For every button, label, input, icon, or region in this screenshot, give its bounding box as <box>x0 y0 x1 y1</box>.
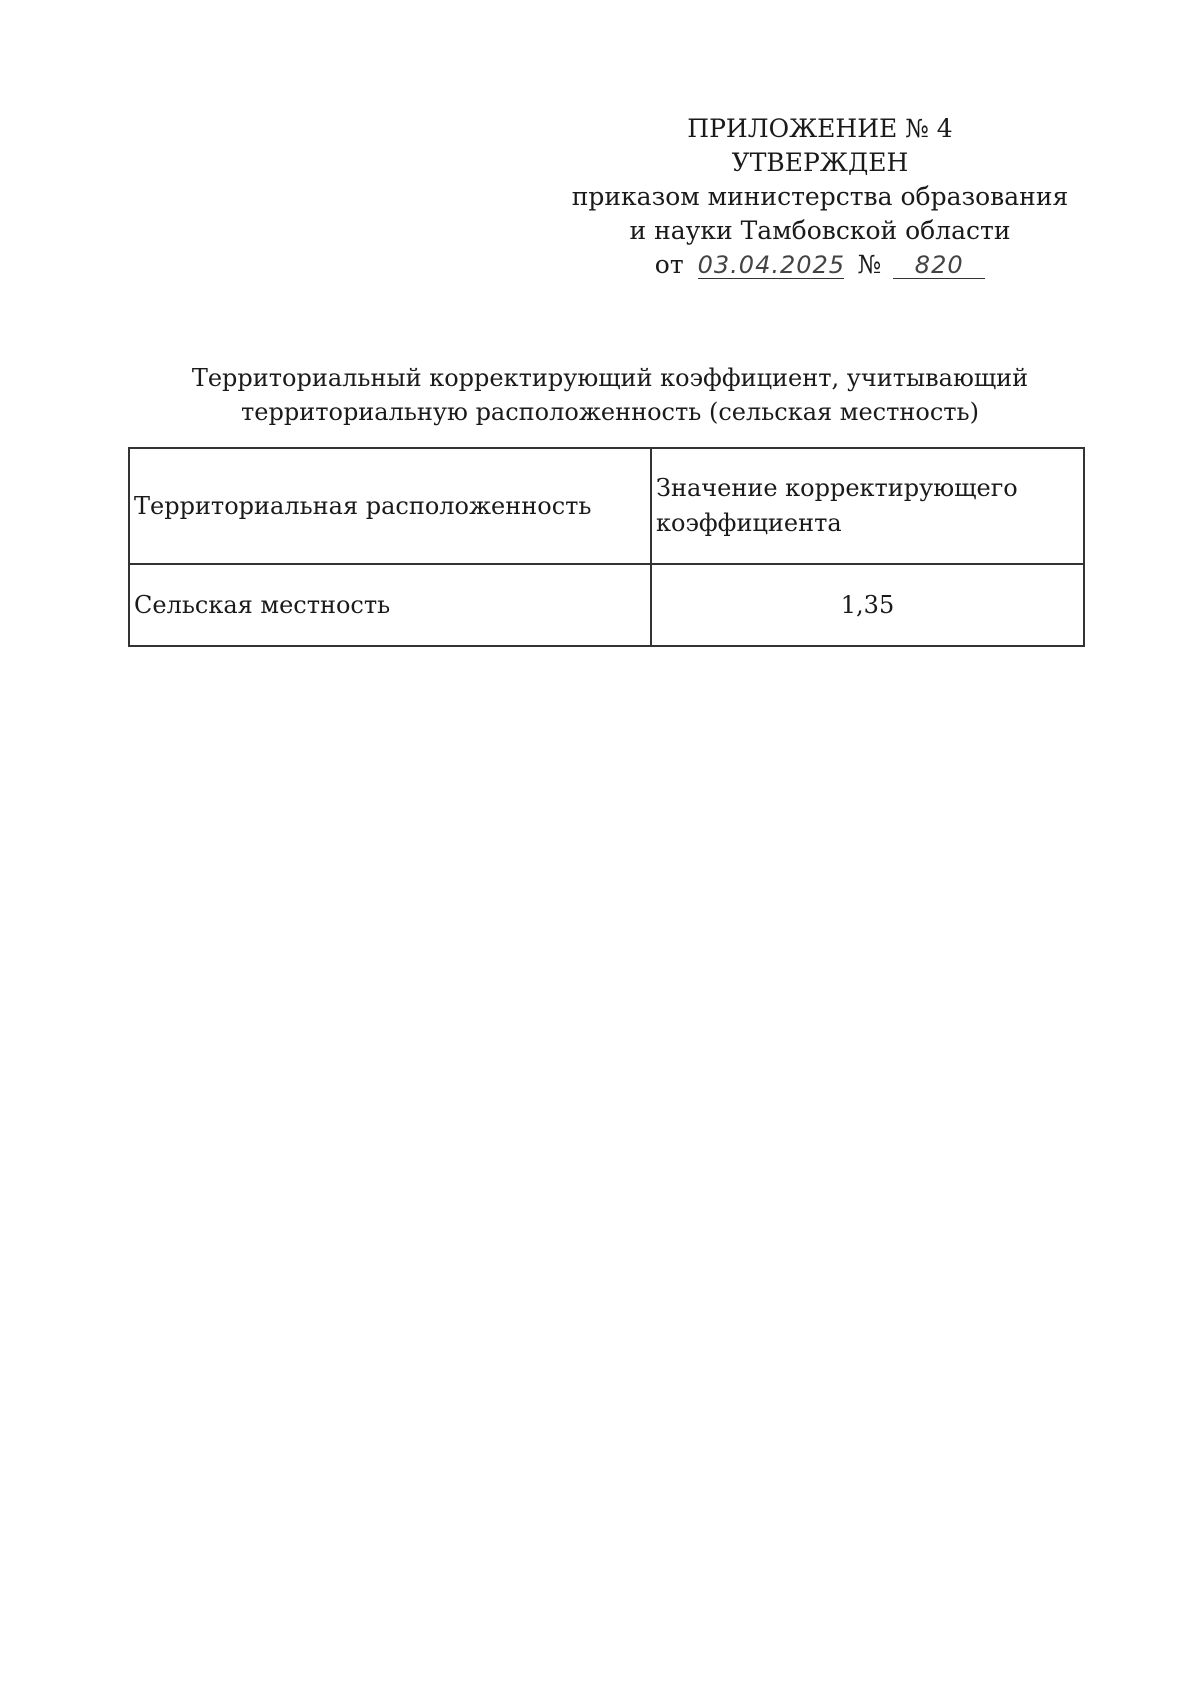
handwritten-number: 820 <box>893 252 985 279</box>
handwritten-date: 03.04.2025 <box>697 251 846 279</box>
document-title <box>120 361 1100 429</box>
approved-label: УТВЕРЖДЕН <box>731 148 909 177</box>
table-cell-value: 1,35 <box>651 564 1084 646</box>
table-row <box>129 564 1084 646</box>
number-prefix: № <box>857 250 882 279</box>
date-prefix: от <box>654 250 684 279</box>
order-line-1: приказом министерства образования <box>571 182 1069 211</box>
table-header-row <box>129 448 1084 564</box>
table-header-cell: Территориальная расположенность <box>129 448 651 564</box>
document-title-line-1: Территориальный корректирующий коэффициент, учитывающий <box>191 364 1029 392</box>
document-title-line-2: территориальную расположенность (сельская местность) <box>241 398 979 426</box>
coefficient-table <box>128 447 1085 647</box>
appendix-header <box>560 112 1080 282</box>
table-header-cell: Значение корректирующего коэффициента <box>651 448 1084 564</box>
table-cell-territory: Сельская местность <box>129 564 651 646</box>
approval-line <box>560 248 1080 282</box>
appendix-title: ПРИЛОЖЕНИЕ № 4 <box>687 114 953 143</box>
order-line-2: и науки Тамбовской области <box>629 216 1011 245</box>
